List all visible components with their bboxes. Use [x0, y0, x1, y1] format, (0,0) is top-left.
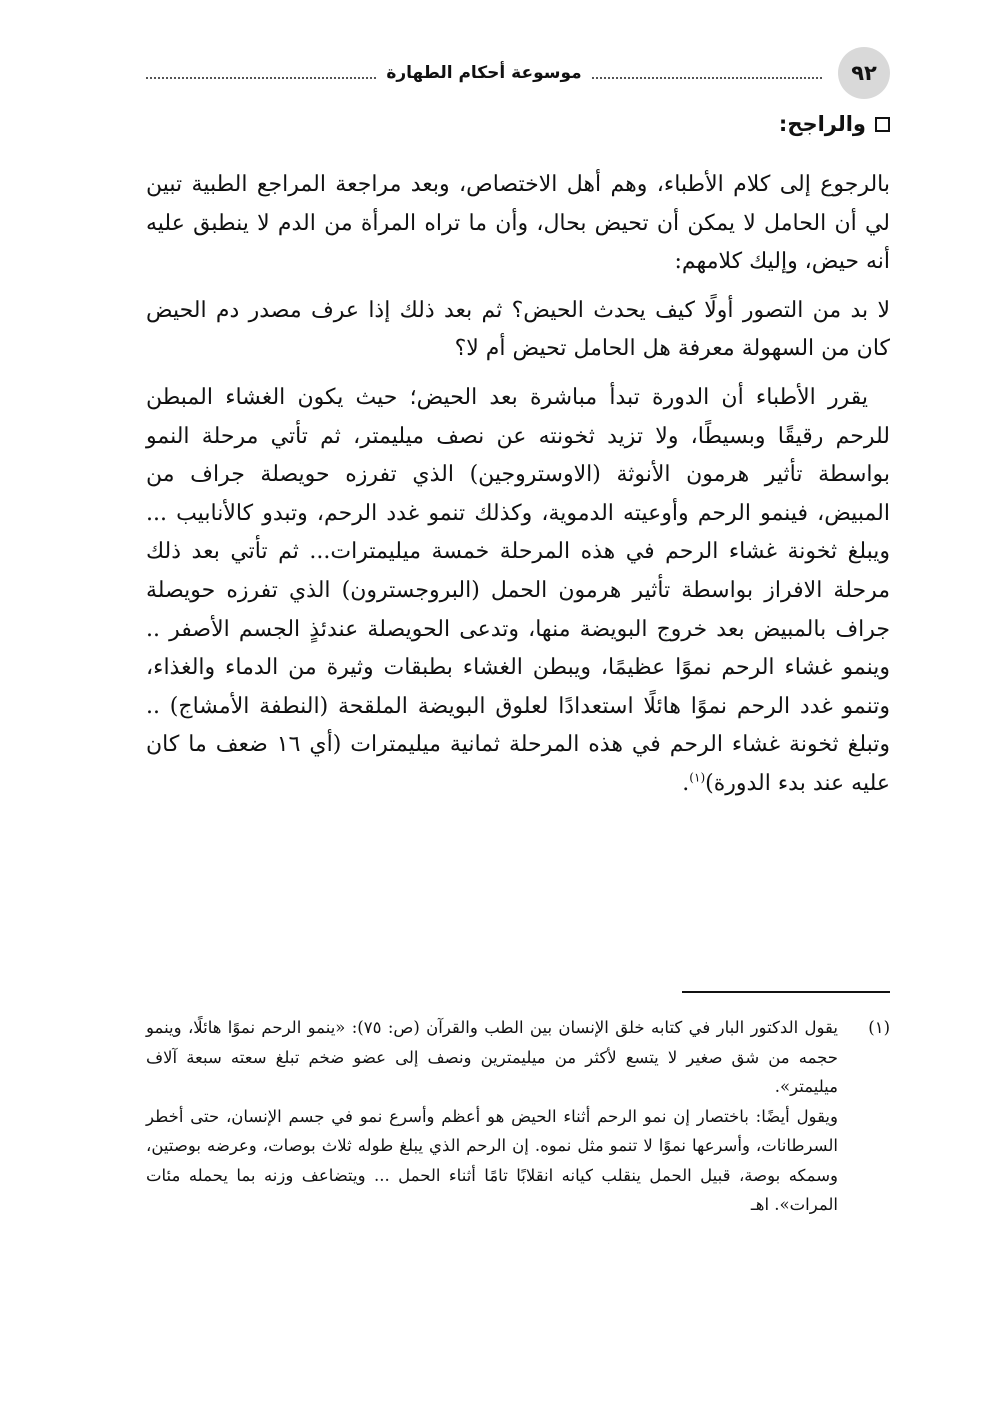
header-dotted-leader-right — [592, 77, 822, 79]
square-bullet-icon — [875, 117, 890, 132]
page-header — [146, 46, 890, 100]
footnote-paragraph: ويقول أيضًا: باختصار إن نمو الرحم أثناء الحيض هو أعظم وأسرع نمو في جسم الإنسان، حتى أخطر السرطانات، وأسرعها نموًا لا تنمو مثل نموه. إن الرحم الذي يبلغ طوله ثلاث بوصات، وعرضه بوصتين، وسمكه بوصة، قبيل الحمل ينقلب كيانه انقلابًا تامًا أثناء الحمل ... ويتضاعف وزنه بما يحمله مئات المرات». اهـ — [146, 1106, 838, 1214]
book-page — [146, 0, 890, 1417]
closing-punctuation: . — [682, 770, 690, 796]
section-heading-text: والراجح: — [778, 112, 866, 136]
footnote-reference[interactable]: (١) — [689, 770, 706, 785]
paragraph: بالرجوع إلى كلام الأطباء، وهم أهل الاختصاص، وبعد مراجعة المراجع الطبية تبين لي أن الحامل لا يمكن أن تحيض بحال، وأن ما تراه المرأة من الدم لا ينطبق عليه أنه حيض، وإليك كلامهم: — [146, 172, 890, 275]
footnote — [146, 1013, 890, 1220]
section-heading — [779, 112, 890, 136]
main-text — [146, 166, 890, 814]
paragraph: لا بد من التصور أولًا كيف يحدث الحيض؟ ثم بعد ذلك إذا عرف مصدر دم الحيض كان من السهولة معرفة هل الحامل تحيض أم لا؟ — [146, 297, 890, 362]
running-title: موسوعة أحكام الطهارة — [386, 63, 582, 83]
page-number-badge: ٩٢ — [838, 47, 890, 99]
footnote-marker: (١) — [868, 1018, 890, 1037]
header-dotted-leader-left — [146, 77, 376, 79]
footnote-separator — [682, 991, 890, 993]
footnotes-section — [146, 1013, 890, 1224]
footnote-paragraph: يقول الدكتور البار في كتابه خلق الإنسان بين الطب والقرآن (ص: ٧٥): «ينمو الرحم نموًا هائلًا، وينمو حجمه من شق صغير لا يتسع لأكثر من ميليمترين ونصف إلى عضو ضخم تبلغ سعته سبعة آلاف ميليمتر». — [146, 1018, 838, 1096]
paragraph-with-footnote — [146, 379, 890, 804]
paragraph-text: يقرر الأطباء أن الدورة تبدأ مباشرة بعد الحيض؛ حيث يكون الغشاء المبطن للرحم رقيقًا وبسيطًا، ولا تزيد ثخونته عن نصف ميليمتر، ثم تأتي مرحلة النمو بواسطة تأثير هرمون الأنوثة (الاوستروجين) الذي تفرزه حويصلة جراف من المبيض، فينمو الرحم وأوعيته الدموية، وكذلك تنمو غدد الرحم، وتبدو كالأنابيب ... ويبلغ ثخونة غشاء الرحم في هذه المرحلة خمسة ميليمترات... ثم تأتي بعد ذلك مرحلة الافراز بواسطة تأثير هرمون الحمل (البروجسترون) الذي تفرزه حويصلة جراف بالمبيض بعد خروج البويضة منها، وتدعى الحويصلة عندئذٍ الجسم الأصفر .. وينمو غشاء الرحم نموًا عظيمًا، ويبطن الغشاء بطبقات وثيرة من الدماء والغذاء، وتنمو غدد الرحم نموًا هائلًا استعدادًا لعلوق البويضة الملقحة (النطفة الأمشاج) .. وتبلغ ثخونة غشاء الرحم في هذه المرحلة ثمانية ميليمترات (أي ١٦ ضعف ما كان عليه عند بدء الدورة) — [146, 384, 890, 796]
footnote-body — [146, 1013, 838, 1220]
